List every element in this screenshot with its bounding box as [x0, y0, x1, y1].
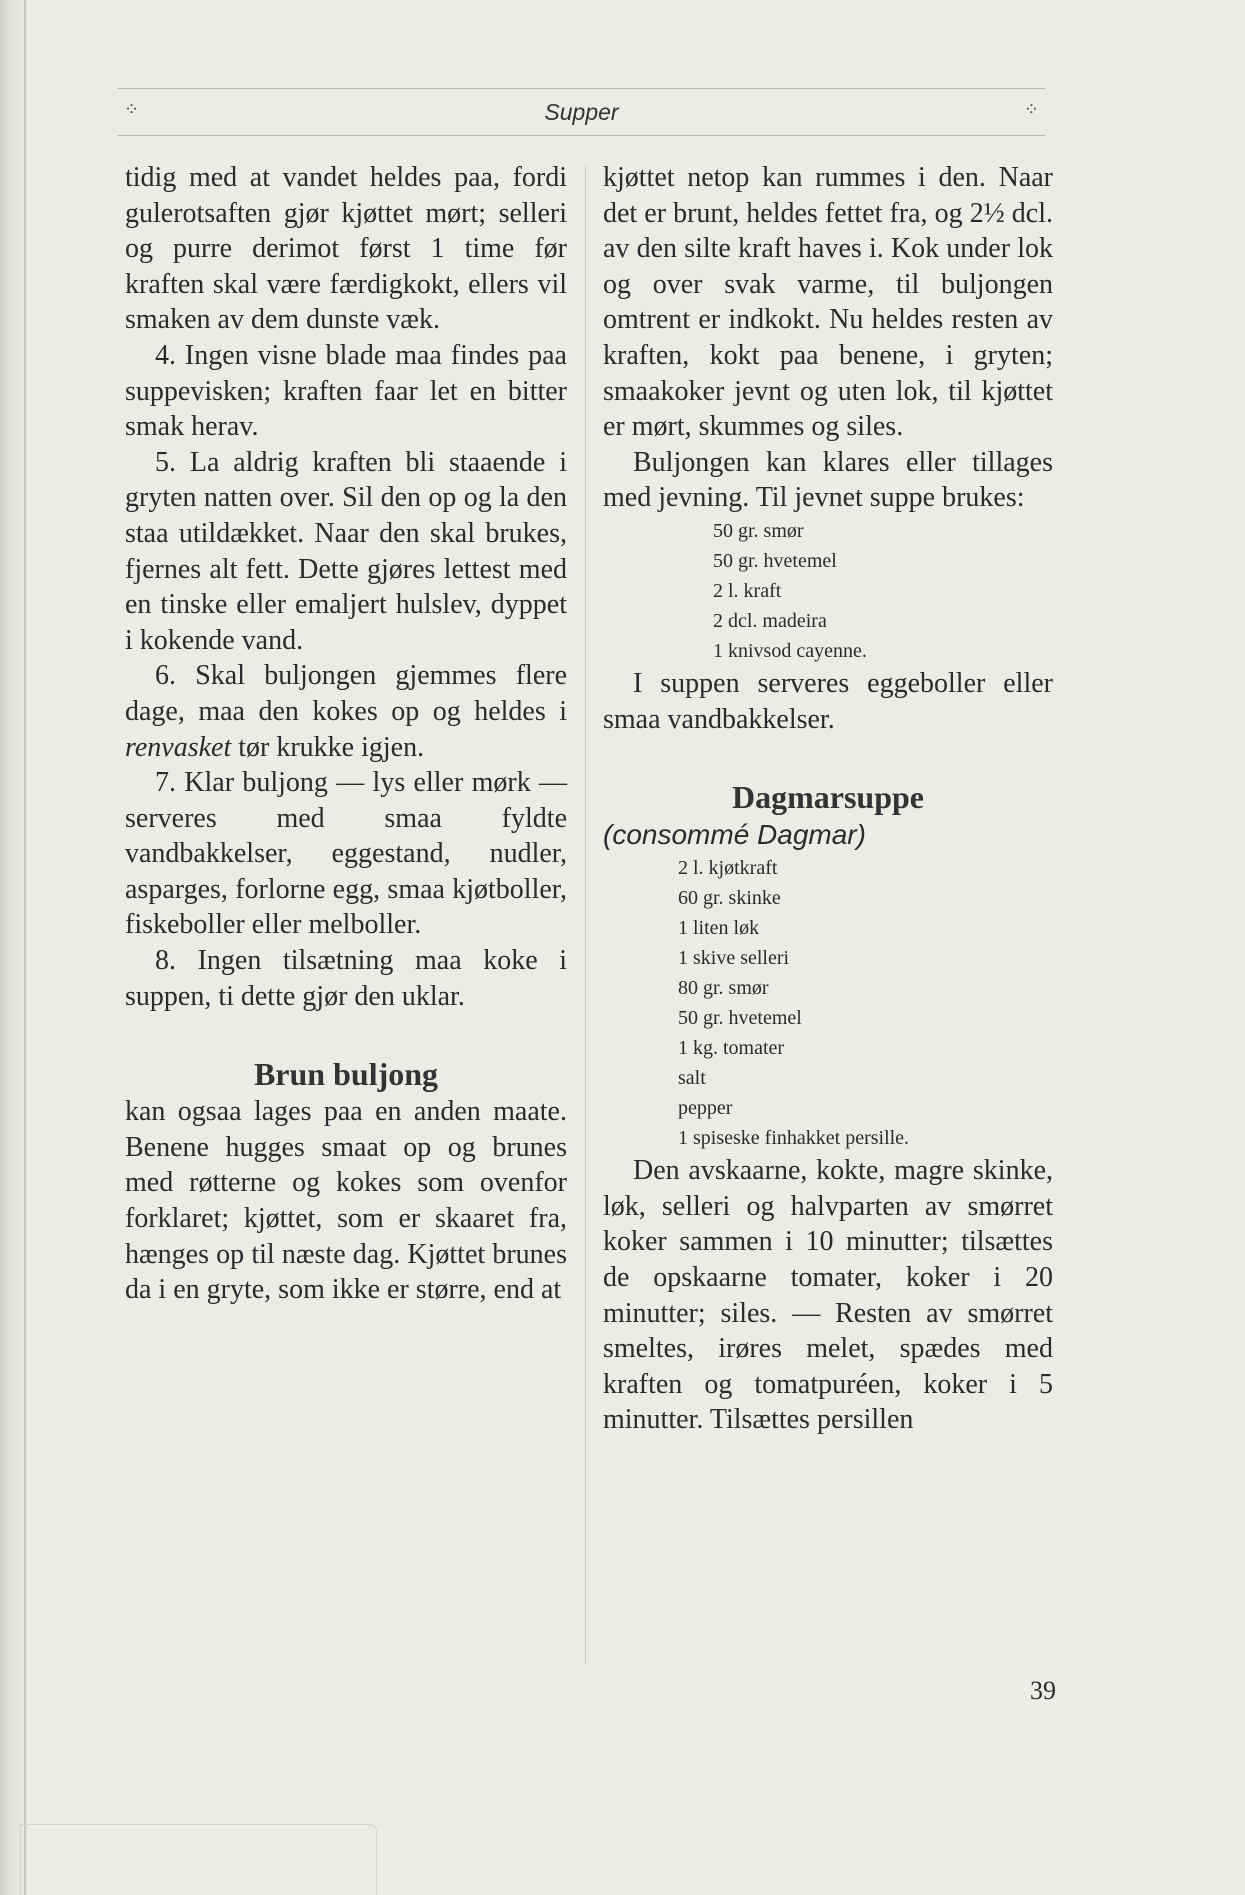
section-heading-dagmarsuppe: Dagmarsuppe	[731, 779, 924, 816]
paragraph-point-6	[125, 658, 567, 765]
ingredient-item: 50 gr. hvetemel	[713, 549, 837, 572]
ingredient-item: 1 skive selleri	[678, 947, 790, 970]
paragraph-jevning: Buljongen kan klares eller tillages med jevning. Til jevnet suppe brukes:	[603, 446, 1053, 514]
page-corner-mark	[20, 1824, 377, 1895]
point-6-start: 6. Skal buljongen gjemmes flere dage, maa den kokes op og heldes i	[125, 660, 567, 727]
brun-buljong-text: kan ogsaa lages paa en anden maate. Benene hugges smaat op og brunes med røtterne og kokes som ovenfor forklaret; kjøttet, som er skaaret fra, hænges op til næste dag. Kjøttet brunes da i en gryte, som ikke er større, end at	[125, 1096, 567, 1306]
ingredient-item: 50 gr. hvetemel	[678, 1007, 802, 1030]
ingredient-item: 60 gr. skinke	[678, 887, 781, 910]
paragraph-continued: tidig med at vandet heldes paa, fordi gulerotsaften gjør kjøttet mørt; selleri og purre derimot først 1 time før kraften skal være færdigkokt, ellers vil smaken av dem dunste væk.	[125, 162, 567, 336]
section-subheading: (consommé Dagmar)	[603, 819, 866, 851]
header-title: Supper	[544, 99, 619, 125]
ornament-right-icon: ⁘	[1023, 99, 1039, 120]
ingredient-list-jevning	[713, 516, 1053, 666]
point-6-end: tør krukke igjen.	[231, 731, 425, 763]
ingredient-item: 1 kg. tomater	[678, 1037, 785, 1060]
ingredient-item: 1 knivsod cayenne.	[713, 639, 867, 662]
ingredient-item: 2 l. kraft	[713, 579, 782, 602]
page-number: 39	[1030, 1676, 1056, 1705]
running-header	[118, 88, 1045, 136]
ingredient-item: salt	[678, 1067, 706, 1090]
ingredient-item: 1 spiseske finhakket persille.	[678, 1127, 910, 1150]
column-divider	[585, 165, 586, 1665]
ingredient-item: 50 gr. smør	[713, 519, 804, 542]
section-heading-brun-buljong: Brun buljong	[253, 1056, 439, 1093]
paragraph-point-5: 5. La aldrig kraften bli staaende i gryten natten over. Sil den op og la den staa utildækket. Naar den skal brukes, fjernes alt fett. Dette gjøres lettest med en tinske eller emaljert hulslev, dyppet i kokende vand.	[125, 446, 567, 656]
paragraph-point-8: 8. Ingen tilsætning maa koke i suppen, ti dette gjør den uklar.	[125, 945, 567, 1012]
paragraph-point-7: 7. Klar buljong — lys eller mørk — serveres med smaa fyldte vandbakkelser, eggestand, nudler, asparges, forlorne egg, smaa kjøtboller, fiskeboller eller melboller.	[125, 767, 567, 941]
ingredient-item: 2 dcl. madeira	[713, 609, 827, 632]
paragraph-method: Den avskaarne, kokte, magre skinke, løk, selleri og halvparten av smørret koker sammen i 10 minutter; tilsættes de opskaarne tomater, koker i 20 minutter; siles. — Resten av smørret smeltes, irøres melet, spædes med kraften og tomatpuréen, koker i 5 minutter. Tilsættes persillen	[603, 1155, 1053, 1436]
right-column	[603, 160, 1053, 1438]
ingredient-item: pepper	[678, 1097, 733, 1120]
point-6-italic: renvasket	[125, 731, 232, 763]
ingredient-item: 2 l. kjøtkraft	[678, 857, 778, 880]
binding-line	[24, 0, 26, 1895]
ornament-left-icon: ⁘	[124, 99, 140, 120]
paragraph-serving: I suppen serveres eggeboller eller smaa vandbakkelser.	[603, 667, 1053, 735]
paragraph-continued-right: kjøttet netop kan rummes i den. Naar det er brunt, heldes fettet fra, og 2½ dcl. av den silte kraft haves i. Kok under lok og over svak varme, til buljongen omtrent er indkokt. Nu heldes resten av kraften, kokt paa benene, i gryten; smaakoker jevnt og uten lok, til kjøttet er mørt, skummes og siles.	[603, 162, 1053, 443]
ingredient-list-dagmarsuppe	[678, 853, 1053, 1153]
ingredient-item: 1 liten løk	[678, 917, 760, 940]
left-column	[125, 160, 567, 1308]
ingredient-item: 80 gr. smør	[678, 977, 769, 1000]
paragraph-point-4: 4. Ingen visne blade maa findes paa suppevisken; kraften faar let en bitter smak herav.	[125, 339, 567, 443]
